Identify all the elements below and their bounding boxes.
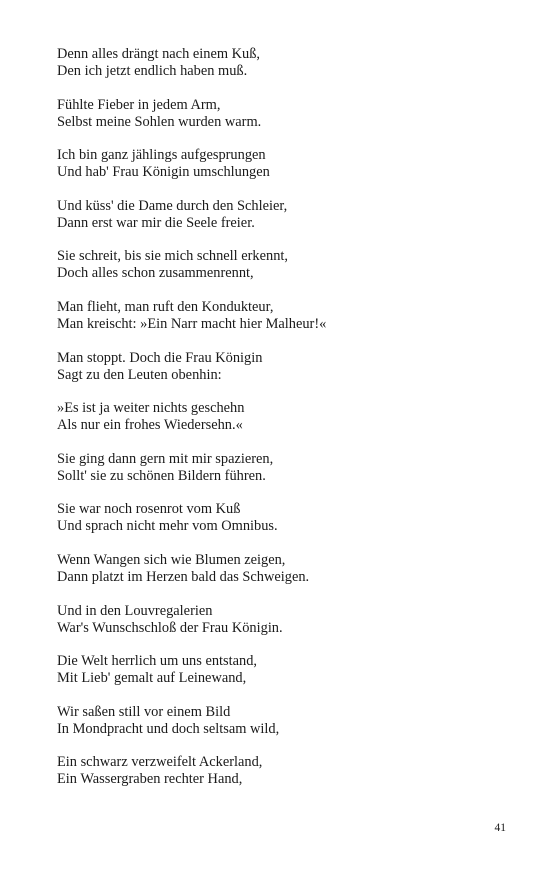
- stanza: [57, 704, 497, 738]
- poem-line: Denn alles drängt nach einem Kuß,: [57, 46, 261, 62]
- poem-line: Wir saßen still vor einem Bild: [57, 703, 231, 720]
- poem-line: Und in den Louvregalerien: [57, 602, 213, 619]
- poem-line: Selbst meine Sohlen wurden warm.: [57, 113, 262, 130]
- stanza: [57, 97, 497, 131]
- poem-line: Wenn Wangen sich wie Blumen zeigen,: [57, 551, 286, 568]
- poem-line: Sagt zu den Leuten obenhin:: [57, 366, 222, 383]
- poem-line: In Mondpracht und doch seltsam wild,: [57, 720, 280, 737]
- stanza: [57, 400, 497, 434]
- poem-line: Doch alles schon zusammenrennt,: [57, 265, 254, 282]
- poem-line: Ein schwarz verzweifelt Ackerland,: [57, 754, 263, 771]
- stanza: [57, 451, 497, 485]
- poem-line: Ein Wassergraben rechter Hand,: [57, 771, 243, 788]
- poem-line: Als nur ein frohes Wiedersehn.«: [57, 417, 243, 434]
- poem-line: »Es ist ja weiter nichts geschehn: [57, 400, 245, 417]
- poem-line: Fühlte Fieber in jedem Arm,: [57, 96, 221, 113]
- poem-line: Die Welt herrlich um uns entstand,: [57, 653, 257, 670]
- stanza: [57, 653, 497, 687]
- poem-line: Ich bin ganz jählings aufgesprungen: [57, 147, 266, 164]
- poem-line: War's Wunschschloß der Frau Königin.: [57, 619, 283, 636]
- stanza: [57, 350, 497, 384]
- poem-line: Man kreischt: »Ein Narr macht hier Malheur!«: [57, 315, 327, 332]
- poem-line: Sie schreit, bis sie mich schnell erkennt,: [57, 248, 288, 265]
- poem-line: Man stoppt. Doch die Frau Königin: [57, 349, 263, 366]
- poem-line: Mit Lieb' gemalt auf Leinewand,: [57, 670, 247, 687]
- poem-line: Sollt' sie zu schönen Bildern führen.: [57, 467, 266, 484]
- poem-line: Sie war noch rosenrot vom Kuß: [57, 501, 241, 518]
- stanza: [57, 552, 497, 586]
- poem-line: Dann erst war mir die Seele freier.: [57, 214, 255, 231]
- poem-line: Den ich jetzt endlich haben muß.: [57, 63, 248, 79]
- poem-line: Dann platzt im Herzen bald das Schweigen.: [57, 568, 310, 585]
- poem-line: Und küss' die Dame durch den Schleier,: [57, 197, 288, 214]
- stanza: [57, 299, 497, 333]
- stanza: [57, 501, 497, 535]
- poem-line: Und sprach nicht mehr vom Omnibus.: [57, 518, 278, 535]
- stanza: [57, 603, 497, 637]
- stanza: [57, 198, 497, 232]
- stanza: [57, 248, 497, 282]
- poem-line: Man flieht, man ruft den Kondukteur,: [57, 298, 274, 315]
- stanza: [57, 147, 497, 181]
- poem-line: Und hab' Frau Königin umschlungen: [57, 164, 270, 181]
- stanza: [57, 754, 497, 788]
- stanza: [57, 46, 497, 80]
- poem-text: [57, 46, 497, 805]
- poem-line: Sie ging dann gern mit mir spazieren,: [57, 450, 274, 467]
- page-number: 41: [494, 822, 506, 834]
